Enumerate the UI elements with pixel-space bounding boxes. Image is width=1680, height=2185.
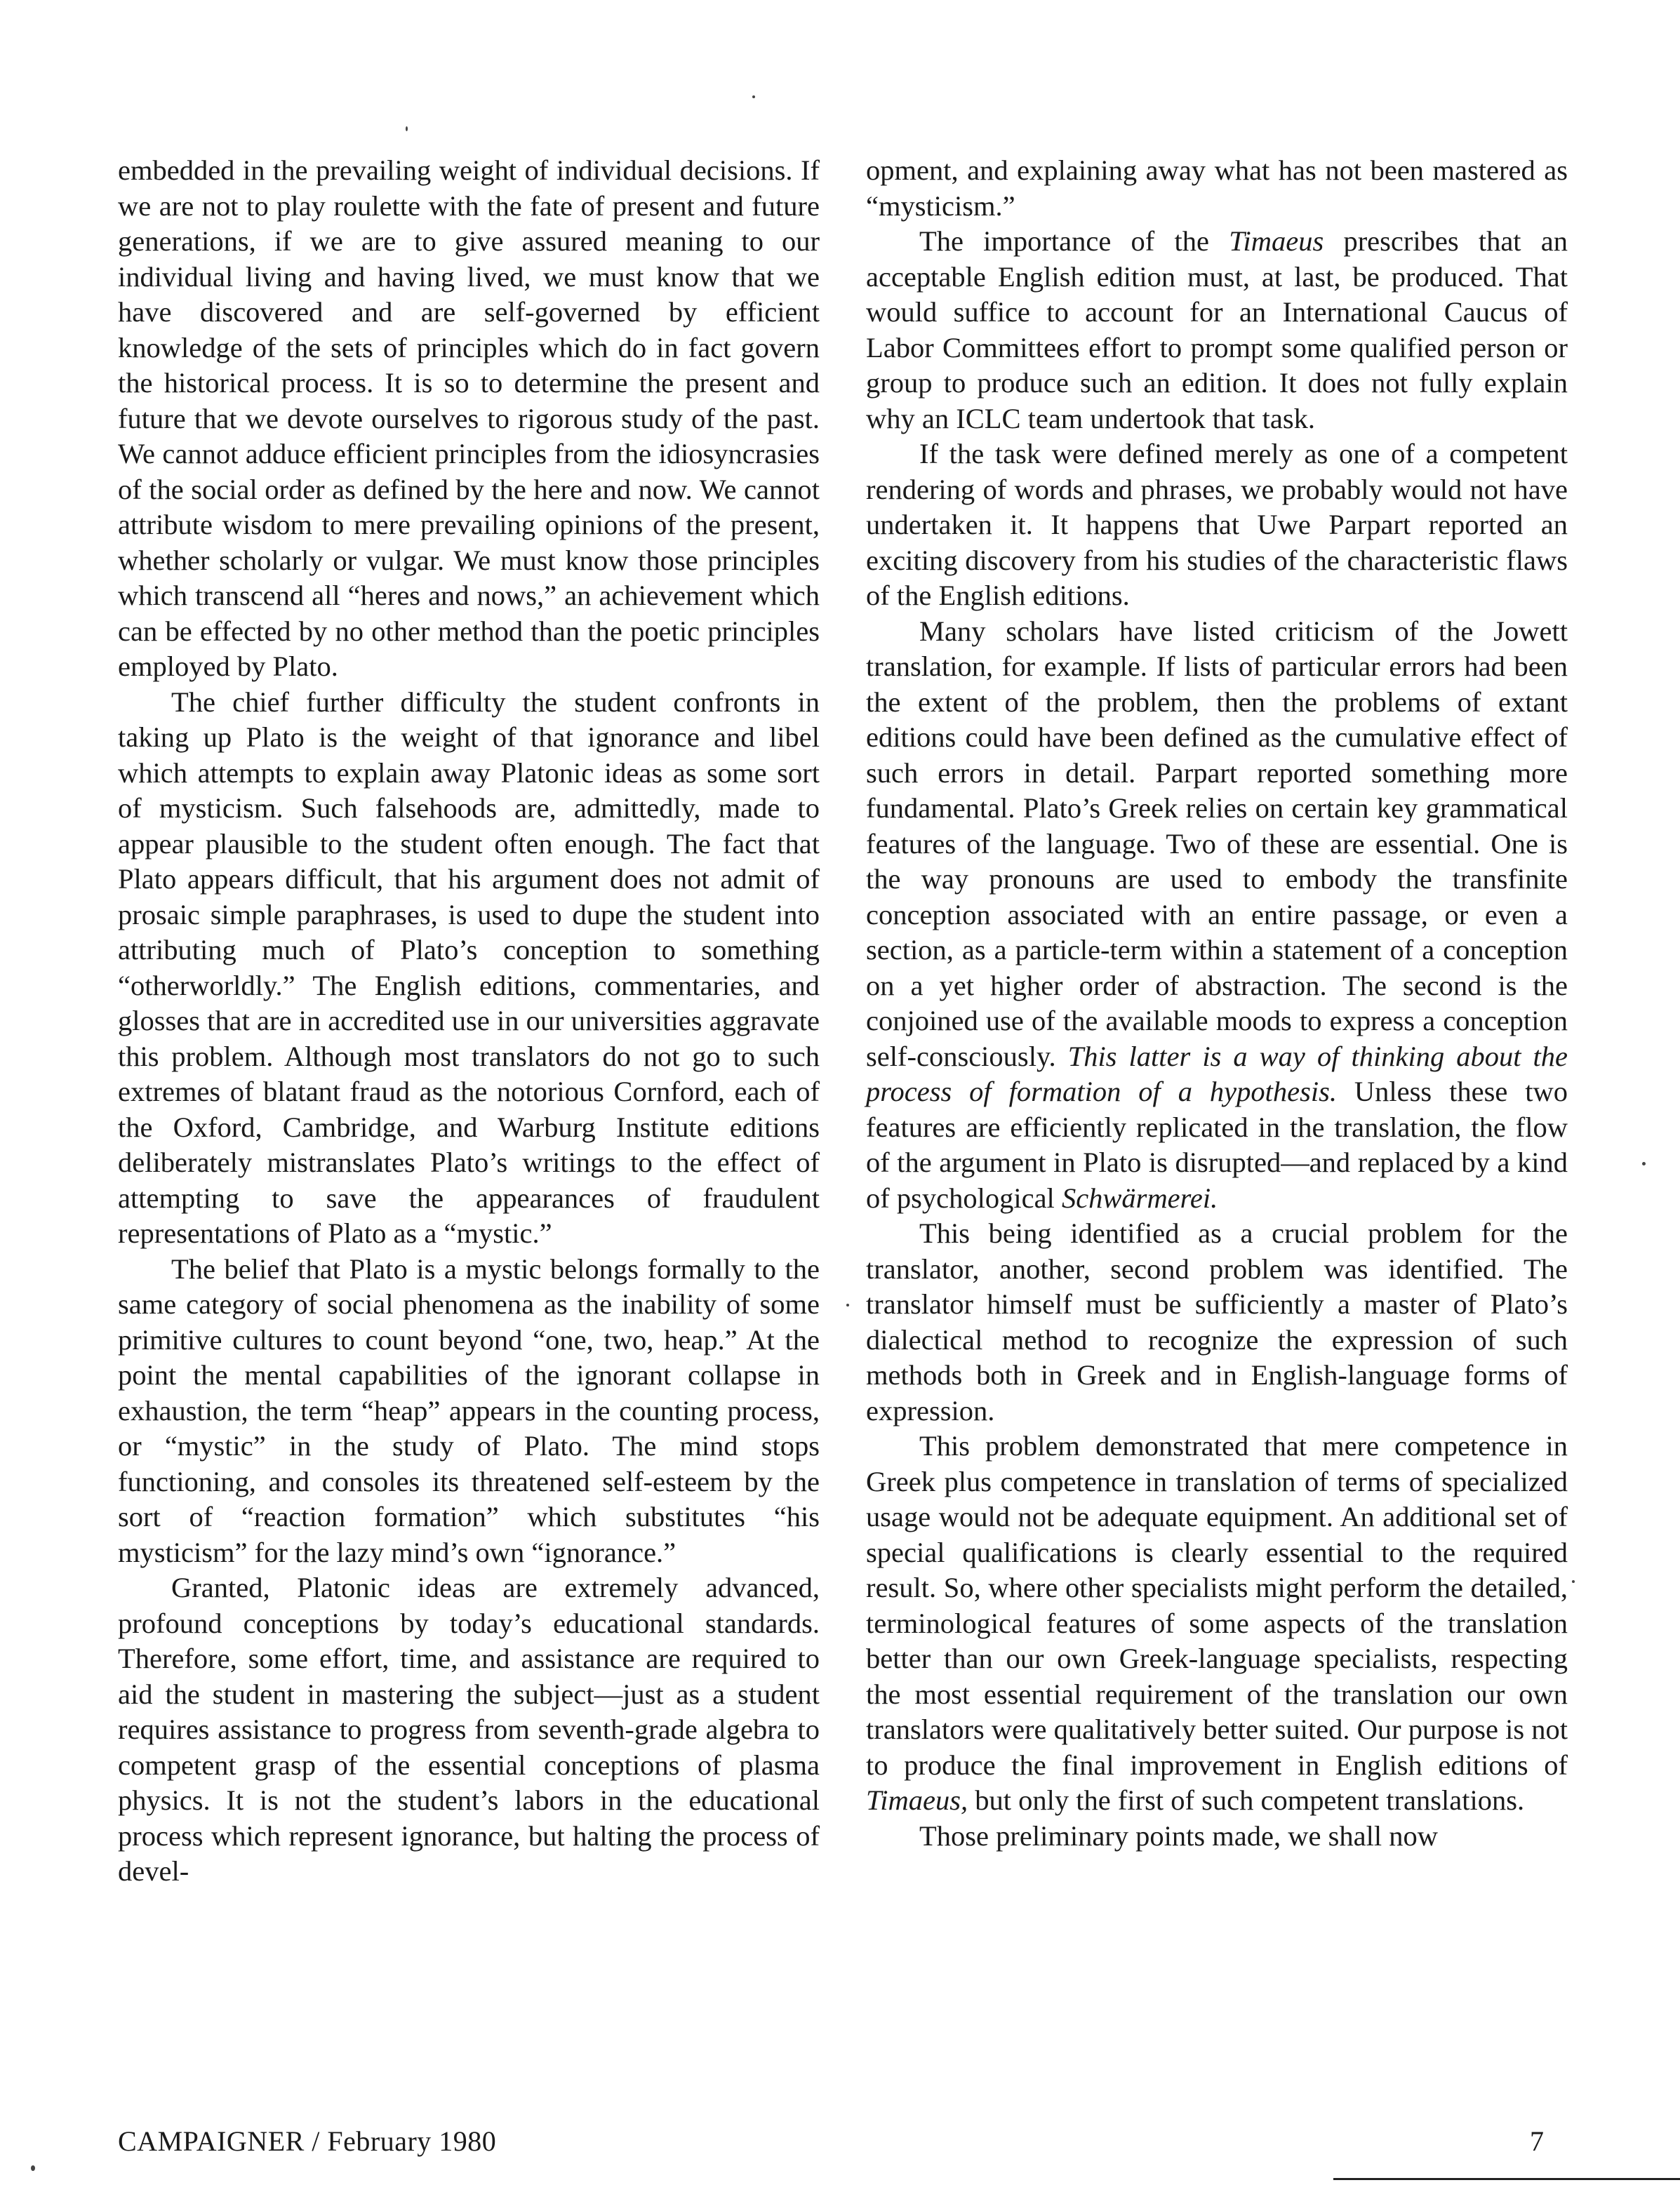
page-number: 7	[1530, 2125, 1544, 2157]
paragraph: This being identified as a crucial problem for the translator, another, second problem was identified. The translator himself must be sufficiently a master of Plato’s dialectical method to recognize the expression of such methods both in Greek and in English-language forms of expression.	[866, 1217, 1568, 1426]
paragraph	[866, 614, 1568, 1217]
scan-speck	[31, 2165, 35, 2171]
scan-speck	[752, 95, 755, 98]
footer-publication: CAMPAIGNER / February 1980	[118, 2125, 497, 2157]
right-column	[866, 153, 1568, 1854]
text-run: This problem demonstrated that mere competence in Greek plus competence in translation of terms of specialized usage would not be adequate equipment. An additional set of special qualifications is clearly essential to the required result. So, where other specialists might perform the detailed, terminological features of some aspects of the translation better than our own Greek-language specialists, respecting the most essential requirement of the translation our own translators were qualitatively better suited. Our purpose is not to produce the final improvement in English editions of	[866, 1430, 1568, 1781]
paragraph	[866, 1429, 1568, 1819]
italic-term: Schwärmerei.	[1061, 1182, 1218, 1214]
italic-title: Timaeus,	[866, 1784, 968, 1816]
scan-speck	[1572, 1580, 1575, 1583]
paragraph	[866, 224, 1568, 436]
paragraph: The belief that Plato is a mystic belongs formally to the same category of social phenomena as the inability of some primitive cultures to count beyond “one, two, heap.” At the point the mental capabilities of the ignorant collapse in exhaustion, the term “heap” appears in the counting process, or “mystic” in the study of Plato. The mind stops functioning, and consoles its threatened self-esteem by the sort of “reaction formation” which substitutes “his mysticism” for the lazy mind’s own “ignorance.”	[118, 1252, 820, 1568]
text-run: but only the first of such competent translations.	[968, 1784, 1525, 1816]
text-run: Many scholars have listed criticism of the Jowett translation, for example. If lists of particular errors had been the extent of the problem, then the problems of extant editions could have been defined as the cumulative effect of such errors in detail. Parpart reported something more fundamental. Plato’s Greek relies on certain key grammatical features of the language. Two of these are essential. One is the way pronouns are used to embody the transfinite conception associated with an entire passage, or even a section, as a particle-term within a statement of a conception on a yet higher order of abstraction. The second is the conjoined use of the available moods to express a conception self-consciously.	[866, 615, 1568, 1072]
paragraph: If the task were defined merely as one of a competent rendering of words and phrases, we probably would not have undertaken it. It happens that Uwe Parpart reported an exciting discovery from his studies of the characteristic flaws of the English editions.	[866, 438, 1568, 611]
paragraph: The chief further difficulty the student confronts in taking up Plato is the weight of that ignorance and libel which attempts to explain away Platonic ideas as some sort of mysticism. Such falsehoods are, admittedly, made to appear plausible to the student often enough. The fact that Plato appears difficult, that his argument does not admit of prosaic simple paraphrases, is used to dupe the student into attributing much of Plato’s conception to something “otherworldly.” The English editions, commentaries, and glosses that are in accredited use in our universities aggravate this problem. Although most translators do not go to such extremes of blatant fraud as the notorious Cornford, each of the Oxford, Cambridge, and Warburg Institute editions deliberately mistranslates Plato’s writings to the effect of attempting to save the appearances of fraudulent representations of Plato as a “mystic.”	[118, 686, 820, 1249]
paragraph: embedded in the prevailing weight of individual decisions. If we are not to play roulette with the fate of present and future generations, if we are to give assured meaning to our individual living and having lived, we must know that we have discovered and are self-governed by efficient knowledge of the sets of principles which do in fact govern the historical process. It is so to determine the present and future that we devote ourselves to rigorous study of the past. We cannot adduce efficient principles from the idiosyncrasies of the social order as defined by the here and now. We cannot attribute wisdom to mere prevailing opinions of the present, whether scholarly or vulgar. We must know those principles which transcend all “heres and nows,” an achievement which can be effected by no other method than the poetic principles employed by Plato.	[118, 154, 820, 682]
bottom-rule	[1333, 2178, 1680, 2180]
text-run: The importance of the	[919, 225, 1229, 257]
paragraph: Those preliminary points made, we shall now	[919, 1819, 1438, 1852]
paragraph: Granted, Platonic ideas are extremely advanced, profound conceptions by today’s educational standards. Therefore, some effort, time, and assistance are required to aid the student in mastering the subject—just as a student requires assistance to progress from seventh-grade algebra to competent grasp of the essential conceptions of plasma physics. It is not the student’s labors in the educational process which represent ignorance, but halting the process of devel-	[118, 1572, 820, 1887]
scan-speck	[1642, 1162, 1646, 1165]
text-run: Unless these two features are efficiently replicated in the translation, the flow of the argument in Plato is disrupted—and replaced by a kind of psychological	[866, 1076, 1568, 1214]
italic-emphasis: This latter is a way of thinking about the process of formation of a hypothesis.	[866, 1040, 1568, 1107]
italic-title: Timaeus	[1229, 225, 1324, 257]
scan-speck	[846, 1304, 849, 1307]
paragraph: opment, and explaining away what has not been mastered as “mysticism.”	[866, 154, 1568, 222]
text-run: prescribes that an acceptable English edition must, at last, be produced. That would suffice to account for an International Caucus of Labor Committees effort to prompt some qualified person or group to produce such an edition. It does not fully explain why an ICLC team undertook that task.	[866, 225, 1568, 434]
left-column	[118, 153, 820, 1890]
scan-speck	[406, 126, 408, 131]
